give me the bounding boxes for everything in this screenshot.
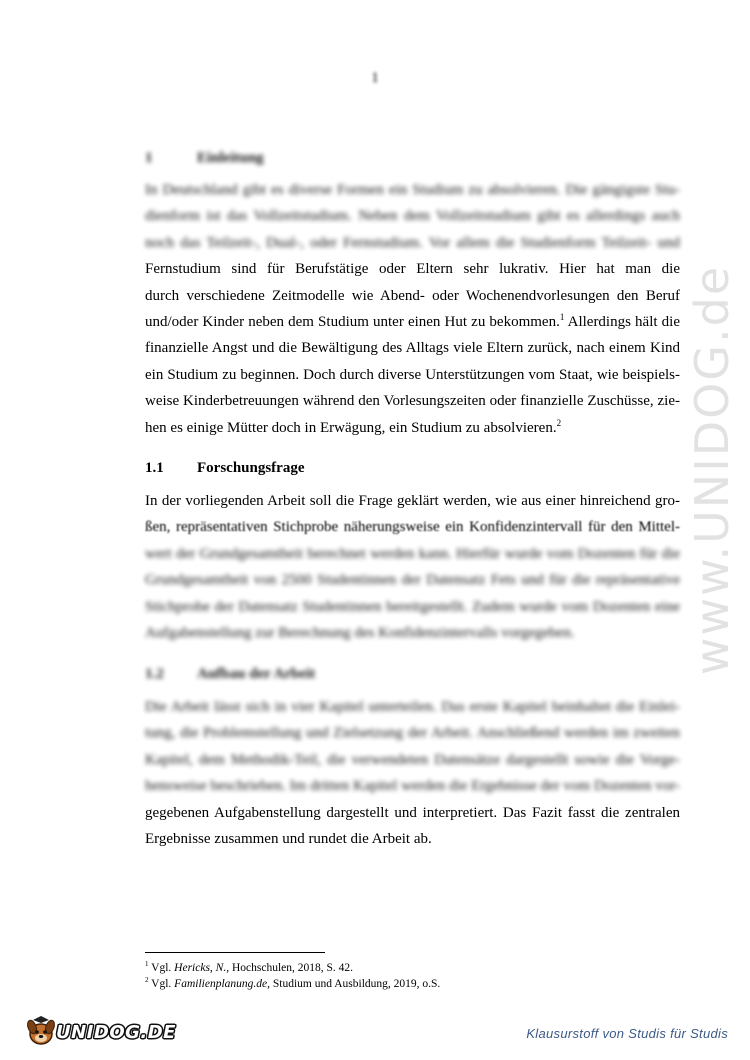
text-line: Ergebnisse zusammen und rundet die Arbeit ab. <box>145 830 432 847</box>
footnote-author: Familienplanung.de <box>174 978 268 990</box>
footnote-marker: 1 <box>145 960 149 969</box>
text-line: tung, die Problemstellung und Zielsetzung der Arbeit. Anschließend werden im zweiten <box>145 725 680 742</box>
section-number: 1.2 <box>145 666 164 682</box>
text-line: Stichprobe der Datensatz Studentinnen bereitgestellt. Zudem wurde vom Dozenten eine <box>145 598 680 615</box>
footnote-prefix: Vgl. <box>151 978 175 990</box>
text-line: Fernstudium sind für Berufstätige oder Eltern sehr lukrativ. Hier hat man die <box>145 261 680 278</box>
footnote-author: Hericks, N., <box>174 962 230 974</box>
text-line: In der vorliegenden Arbeit soll die Frage geklärt werden, wie aus einer hinreichend gro- <box>145 493 680 509</box>
paragraph-forschungsfrage <box>145 488 680 646</box>
logo-text: UNIDOG.DE <box>56 1021 176 1043</box>
text-segment: Allerdings hält die <box>564 313 680 330</box>
dog-icon <box>24 1013 58 1052</box>
text-line: ein Studium zu beginnen. Doch durch diverse Unterstützungen vom Staat, wie beispiels- <box>145 366 680 383</box>
text-line: weise Kinderbetreuungen während den Vorlesungszeiten oder finanzielle Zuschüsse, zie- <box>145 393 680 410</box>
section-title: Aufbau der Arbeit <box>197 666 316 682</box>
text-segment: hen es einige Mütter doch in Erwägung, ein Studium zu absolvieren. <box>145 419 557 436</box>
text-line: hensweise beschrieben. Im dritten Kapitel werden die Ergebnisse der vom Dozenten vor- <box>145 778 680 795</box>
section-heading-aufbau <box>145 666 315 683</box>
text-line: In Deutschland gibt es diverse Formen ein Studium zu absolvieren. Die gängigste Stu- <box>145 182 680 198</box>
paragraph-einleitung <box>145 177 680 441</box>
footnote-text: Hochschulen, 2018, S. 42. <box>229 962 354 974</box>
text-line: dienform ist das Vollzeitstudium. Neben dem Vollzeitstudium gibt es allerdings auch <box>145 208 680 225</box>
footnote <box>145 960 440 976</box>
text-segment: und/oder Kinder neben dem Studium unter einen Hut zu bekommen. <box>145 313 560 330</box>
text-line: gegebenen Aufgabenstellung dargestellt und interpretiert. Das Fazit fasst die zentralen <box>145 804 680 821</box>
text-line: Grundgesamtheit von 2500 Studentinnen der Datensatz Fets und für die repräsentative <box>145 572 680 589</box>
text-line: Die Arbeit lässt sich in vier Kapitel unterteilen. Das erste Kapitel beinhaltet die Einlei- <box>145 699 680 715</box>
watermark: www.UNIDOG.de <box>685 264 739 676</box>
section-title: Forschungsfrage <box>197 460 305 476</box>
footnote-text: , Studium und Ausbildung, 2019, o.S. <box>267 978 441 990</box>
unidog-logo[interactable] <box>24 1012 176 1052</box>
section-heading-forschungsfrage <box>145 460 305 477</box>
text-line: noch das Teilzeit-, Dual-, oder Fernstudium. Vor allem die Studienform Teilzeit- und <box>145 234 680 251</box>
section-title: Einleitung <box>197 150 264 166</box>
section-number: 1 <box>145 150 153 166</box>
text-line: durch verschiedene Zeitmodelle wie Abend- oder Wochenendvorlesungen den Beruf <box>145 287 680 304</box>
text-line-with-footnote <box>145 415 680 441</box>
footnotes <box>145 960 440 992</box>
page-number: 1 <box>371 70 379 86</box>
text-line: Aufgabenstellung zur Berechnung des Konfidenzintervalls vorgegeben. <box>145 624 575 641</box>
footnote-marker: 1 <box>559 311 565 322</box>
footnote-prefix: Vgl. <box>151 962 175 974</box>
text-line: wert der Grundgesamtheit berechnet werden kann. Hierfür wurde vom Dozenten für die <box>145 545 680 562</box>
paragraph-aufbau <box>145 694 680 852</box>
footnote-divider <box>145 952 325 953</box>
section-heading-einleitung <box>145 150 264 167</box>
footnote-marker: 2 <box>145 976 149 985</box>
text-line-with-footnote <box>145 309 680 335</box>
tagline: Klausurstoff von Studis für Studis <box>526 1026 728 1041</box>
text-line: ßen, repräsentativen Stichprobe näherungsweise ein Konfidenzintervall für den Mittel- <box>145 519 680 536</box>
section-number: 1.1 <box>145 460 164 476</box>
footnote-marker: 2 <box>556 417 562 428</box>
text-line: Kapitel, dem Methodik-Teil, die verwendeten Datensätze dargestellt sowie die Vorge- <box>145 751 680 768</box>
text-line: finanzielle Angst und die Bewältigung des Alltags viele Eltern zurück, nach einem Kind <box>145 340 680 357</box>
footnote <box>145 976 440 992</box>
